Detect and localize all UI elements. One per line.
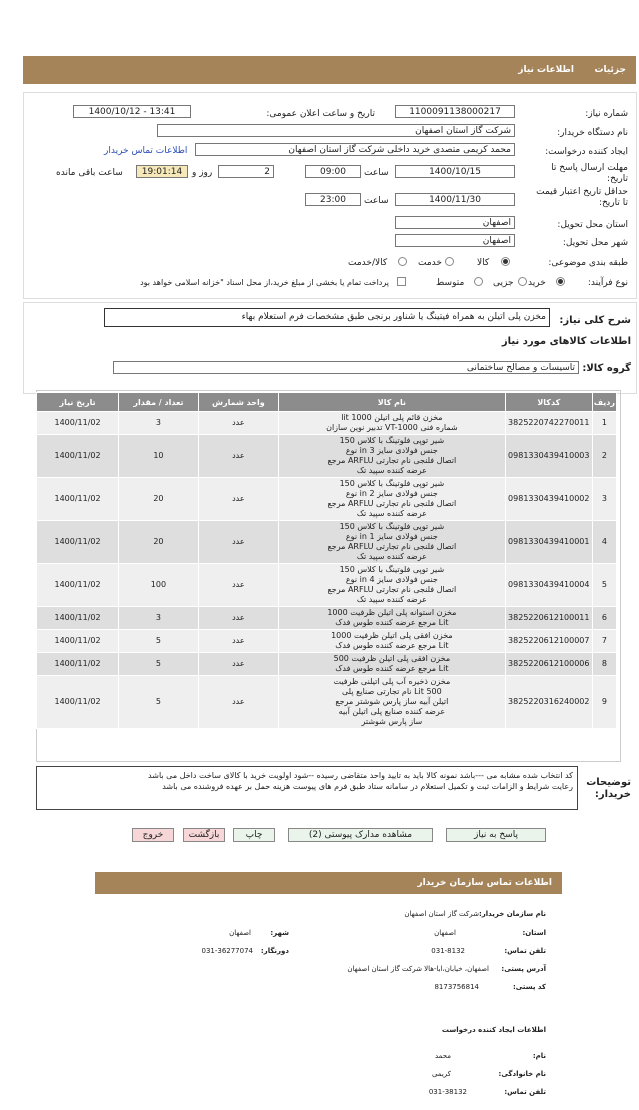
announce-label: تاریخ و ساعت اعلان عمومی: bbox=[266, 109, 375, 119]
cell-date: 1400/11/02 bbox=[37, 412, 119, 435]
deadline-label: مهلت ارسال پاسخ تا تاریخ: bbox=[551, 163, 628, 184]
days-field: 2 bbox=[218, 165, 274, 178]
creator-first-name-value: محمد bbox=[435, 1052, 451, 1060]
contact-phone-label: تلفن تماس: bbox=[504, 947, 546, 955]
group-field: تاسیسات و مصالح ساختمانی bbox=[113, 361, 579, 374]
cell-date: 1400/11/02 bbox=[37, 435, 119, 478]
buyer-org-field: شرکت گاز استان اصفهان bbox=[157, 124, 515, 137]
items-table-body bbox=[37, 412, 617, 729]
deadline-time-field: 09:00 bbox=[305, 165, 361, 178]
cell-row: 7 bbox=[592, 630, 616, 653]
creator-field: محمد کریمی متصدی خرید داخلی شرکت گاز استان اصفهان bbox=[195, 143, 515, 156]
contact-title: اطلاعات تماس سازمان خریدار bbox=[417, 878, 552, 888]
cell-name: مخزن استوانه پلی اتیلن ظرفیت 1000 Lit مرجع عرضه کننده طوس فدک bbox=[278, 607, 505, 630]
contact-address-value: اصفهان، خیابان،ابا-هالا شرکت گاز استان اصفهان bbox=[347, 965, 489, 973]
validity-time-label: ساعت bbox=[364, 196, 389, 206]
cell-unit: عدد bbox=[198, 676, 278, 729]
exit-button[interactable]: خروج bbox=[132, 828, 174, 842]
category-label: طبقه بندی موضوعی: bbox=[548, 258, 628, 268]
col-unit: واحد شمارش bbox=[198, 393, 278, 412]
cell-name: شیر توپی فلوتینگ با کلاس 150 جنس فولادی سایز 3 in نوع اتصال فلنجی نام تجارتی ARFLU مرجع عرضه کننده سپید تک bbox=[278, 435, 505, 478]
contact-header bbox=[95, 872, 562, 894]
need-number-field: 1100091138000217 bbox=[395, 105, 515, 118]
contact-postal-value: 8173756814 bbox=[434, 983, 479, 991]
cell-unit: عدد bbox=[198, 564, 278, 607]
print-button[interactable]: چاپ bbox=[233, 828, 275, 842]
province-label: استان محل تحویل: bbox=[557, 220, 628, 230]
days-label: روز و bbox=[192, 168, 213, 178]
group-label: گروه کالا: bbox=[582, 363, 631, 374]
cell-qty: 5 bbox=[119, 630, 199, 653]
table-row bbox=[37, 607, 617, 630]
cell-code: 3825220612100007 bbox=[505, 630, 592, 653]
treasury-payment-note: پرداخت تمام یا بخشی از مبلغ خرید،از محل اسناد "خزانه اسلامی خواهد بود bbox=[140, 278, 389, 287]
cell-qty: 100 bbox=[119, 564, 199, 607]
creator-last-name-value: کریمی bbox=[431, 1070, 451, 1078]
process-medium-label: متوسط bbox=[436, 278, 465, 288]
table-row bbox=[37, 676, 617, 729]
cell-name: شیر توپی فلوتینگ با کلاس 150 جنس فولادی سایز 2 in نوع اتصال فلنجی نام تجارتی ARFLU مرجع عرضه کننده سپید تک bbox=[278, 478, 505, 521]
col-qty: تعداد / مقدار bbox=[119, 393, 199, 412]
items-table bbox=[36, 392, 617, 729]
cell-row: 1 bbox=[592, 412, 616, 435]
tab-need-info[interactable]: اطلاعات نیاز bbox=[518, 65, 574, 75]
cell-code: 3825220612100006 bbox=[505, 653, 592, 676]
buyer-org-label: نام دستگاه خریدار: bbox=[557, 128, 628, 138]
buyer-contact-link[interactable]: اطلاعات تماس خریدار bbox=[104, 146, 188, 156]
remaining-label: ساعت باقی مانده bbox=[56, 168, 123, 178]
cell-date: 1400/11/02 bbox=[37, 630, 119, 653]
cell-name: مخزن افقی پلی اتیلن ظرفیت 500 Lit مرجع عرضه کننده طوس فدک bbox=[278, 653, 505, 676]
cell-qty: 20 bbox=[119, 478, 199, 521]
process-purchase-label: خرید bbox=[528, 278, 546, 288]
page-header bbox=[23, 56, 636, 84]
process-minor-radio[interactable] bbox=[518, 277, 527, 286]
cell-code: 0981330439410001 bbox=[505, 521, 592, 564]
cell-name: شیر توپی فلوتینگ با کلاس 150 جنس فولادی سایز 1 in نوع اتصال فلنجی نام تجارتی ARFLU مرجع عرضه کننده سپید تک bbox=[278, 521, 505, 564]
cell-code: 3825220612100011 bbox=[505, 607, 592, 630]
cell-qty: 3 bbox=[119, 412, 199, 435]
reply-button[interactable]: پاسخ به نیاز bbox=[446, 828, 546, 842]
summary-field: مخزن پلی اتیلن به همراه فیتینگ یا شناور برنجی طبق مشخصات فرم استعلام بهاء bbox=[104, 308, 550, 327]
cell-row: 5 bbox=[592, 564, 616, 607]
cell-unit: عدد bbox=[198, 607, 278, 630]
cell-code: 3825220316240002 bbox=[505, 676, 592, 729]
table-row bbox=[37, 653, 617, 676]
cell-row: 6 bbox=[592, 607, 616, 630]
col-code: کدکالا bbox=[505, 393, 592, 412]
cell-name: شیر توپی فلوتینگ با کلاس 150 جنس فولادی سایز 4 in نوع اتصال فلنجی نام تجارتی ARFLU مرجع عرضه کننده سپید تک bbox=[278, 564, 505, 607]
creator-first-name-label: نام: bbox=[532, 1052, 546, 1060]
contact-fax-value: 031-36277074 bbox=[201, 947, 253, 955]
cell-qty: 20 bbox=[119, 521, 199, 564]
cell-unit: عدد bbox=[198, 630, 278, 653]
table-row bbox=[37, 478, 617, 521]
cell-qty: 3 bbox=[119, 607, 199, 630]
cell-date: 1400/11/02 bbox=[37, 478, 119, 521]
table-row bbox=[37, 521, 617, 564]
buyer-notes-label: توضیحات خریدار: bbox=[586, 777, 631, 800]
org-name-value: شرکت گاز استان اصفهان bbox=[404, 910, 479, 918]
cell-date: 1400/11/02 bbox=[37, 653, 119, 676]
validity-time-field: 23:00 bbox=[305, 193, 361, 206]
cell-code: 3825220742270011 bbox=[505, 412, 592, 435]
contact-province-label: استان: bbox=[522, 929, 546, 937]
buyer-notes-field: کد انتخاب شده مشابه می ---باشد نمونه کالا باید به تایید واحد متقاضی رسیده --شود اولویت خرید با کالای ساخت داخل می باشد رعایت شرایط و الزامات ثبت و تکمیل استعلام در سامانه ستاد طبق فرم های پیوست هزینه حمل بر عهده فروشنده می باشد bbox=[36, 766, 578, 810]
cell-row: 8 bbox=[592, 653, 616, 676]
cell-date: 1400/11/02 bbox=[37, 521, 119, 564]
contact-fax-label: دورنگار: bbox=[260, 947, 289, 955]
process-purchase-radio[interactable] bbox=[556, 277, 565, 286]
creator-label: ایجاد کننده درخواست: bbox=[545, 147, 628, 157]
category-goods-radio[interactable] bbox=[501, 257, 510, 266]
cell-date: 1400/11/02 bbox=[37, 676, 119, 729]
cell-row: 3 bbox=[592, 478, 616, 521]
contact-city-value: اصفهان bbox=[229, 929, 251, 937]
cell-qty: 5 bbox=[119, 653, 199, 676]
col-name: نام کالا bbox=[278, 393, 505, 412]
treasury-payment-checkbox[interactable] bbox=[397, 277, 406, 286]
category-both-label: کالا/خدمت bbox=[348, 258, 388, 268]
category-service-label: خدمت bbox=[418, 258, 442, 268]
category-goods-label: کالا bbox=[477, 258, 490, 268]
city-field: اصفهان bbox=[395, 234, 515, 247]
cell-code: 0981330439410003 bbox=[505, 435, 592, 478]
contact-address-label: آدرس پستی: bbox=[501, 965, 546, 973]
city-label: شهر محل تحویل: bbox=[562, 238, 628, 248]
col-date: تاریخ نیاز bbox=[37, 393, 119, 412]
creator-last-name-label: نام خانوادگی: bbox=[498, 1070, 546, 1078]
summary-label: شرح کلی نیاز: bbox=[559, 315, 631, 326]
process-medium-radio[interactable] bbox=[474, 277, 483, 286]
announce-date-field: 1400/10/12 - 13:41 bbox=[73, 105, 191, 118]
table-row bbox=[37, 412, 617, 435]
cell-name: مخزن قائم پلی اتیلن 1000 lit شماره فنی VT-1000 تدبیر نوین سازان bbox=[278, 412, 505, 435]
contact-city-label: شهر: bbox=[270, 929, 289, 937]
contact-postal-label: کد پستی: bbox=[512, 983, 546, 991]
cell-unit: عدد bbox=[198, 521, 278, 564]
creator-phone-label: تلفن تماس: bbox=[504, 1088, 546, 1096]
cell-code: 0981330439410004 bbox=[505, 564, 592, 607]
cell-qty: 10 bbox=[119, 435, 199, 478]
cell-unit: عدد bbox=[198, 653, 278, 676]
remaining-time-field: 19:01:14 bbox=[136, 165, 188, 178]
province-field: اصفهان bbox=[395, 216, 515, 229]
process-label: نوع فرآیند: bbox=[587, 278, 628, 288]
creator-info-title: اطلاعات ایجاد کننده درخواست bbox=[441, 1026, 546, 1034]
contact-phone-value: 031-8132 bbox=[431, 947, 465, 955]
attachments-button[interactable]: مشاهده مدارک پیوستی (2) bbox=[288, 828, 433, 842]
validity-date-field: 1400/11/30 bbox=[395, 193, 515, 206]
cell-date: 1400/11/02 bbox=[37, 564, 119, 607]
creator-phone-value: 031-38132 bbox=[428, 1088, 467, 1096]
contact-province-value: اصفهان bbox=[434, 929, 456, 937]
cell-code: 0981330439410002 bbox=[505, 478, 592, 521]
org-name-label: نام سازمان خریدار: bbox=[478, 910, 546, 918]
cell-qty: 5 bbox=[119, 676, 199, 729]
col-row: ردیف bbox=[592, 393, 616, 412]
items-table-wrap bbox=[36, 392, 617, 729]
cell-name: مخزن افقی پلی اتیلن ظرفیت 1000 Lit مرجع عرضه کننده طوس فدک bbox=[278, 630, 505, 653]
goods-title: اطلاعات کالاهای مورد نیاز bbox=[501, 336, 631, 347]
table-row bbox=[37, 435, 617, 478]
need-number-label: شماره نیاز: bbox=[585, 109, 628, 119]
cell-unit: عدد bbox=[198, 478, 278, 521]
category-service-radio[interactable] bbox=[445, 257, 454, 266]
cell-unit: عدد bbox=[198, 435, 278, 478]
table-row bbox=[37, 630, 617, 653]
cell-unit: عدد bbox=[198, 412, 278, 435]
cell-name: مخزن ذخیره آب پلی اتیلنی ظرفیت 500 Lit نام تجارتی صنایع پلی اتیلن آبیه ساز پارس شوشتر مرجع عرضه کننده صنایع پلی اتیلن آبیه ساز پارس شوشتر bbox=[278, 676, 505, 729]
back-button[interactable]: بازگشت bbox=[183, 828, 225, 842]
table-row bbox=[37, 564, 617, 607]
category-both-radio[interactable] bbox=[398, 257, 407, 266]
cell-row: 4 bbox=[592, 521, 616, 564]
cell-date: 1400/11/02 bbox=[37, 607, 119, 630]
validity-label: حداقل تاریخ اعتبار قیمت تا تاریخ: bbox=[536, 187, 628, 208]
deadline-time-label: ساعت bbox=[364, 168, 389, 178]
tab-details[interactable]: جزئیات bbox=[594, 65, 626, 75]
deadline-date-field: 1400/10/15 bbox=[395, 165, 515, 178]
cell-row: 9 bbox=[592, 676, 616, 729]
process-minor-label: جزیی bbox=[493, 278, 514, 288]
cell-row: 2 bbox=[592, 435, 616, 478]
